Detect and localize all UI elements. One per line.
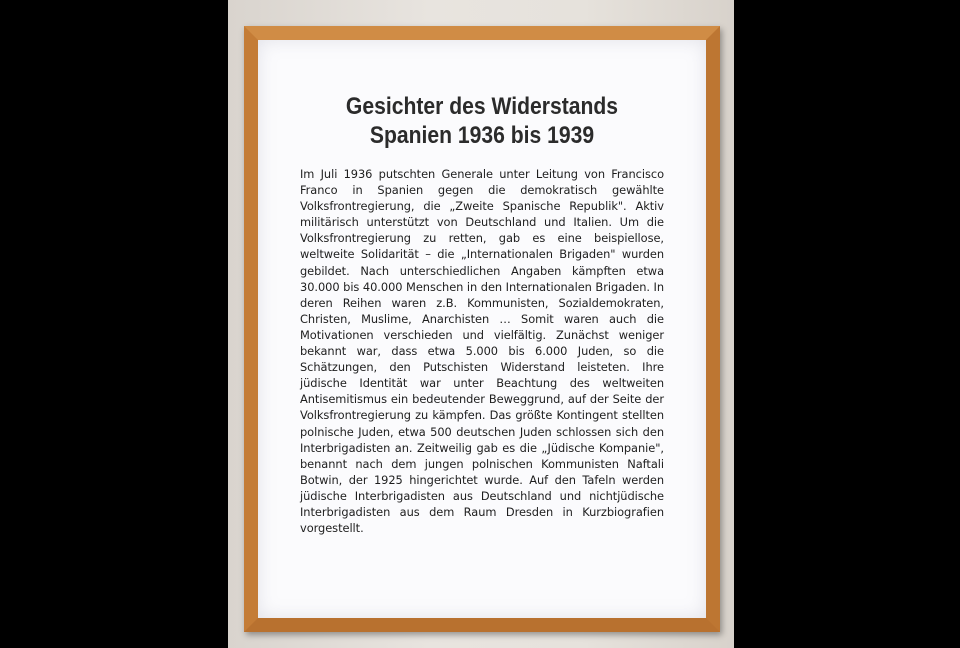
poster — [258, 40, 706, 618]
poster-title-line-1: Gesichter des Widerstands — [345, 93, 619, 120]
picture-frame — [244, 26, 720, 632]
poster-body-text: Im Juli 1936 putschten Generale unter Leitung von Francisco Franco in Spanien gegen die demokratisch gewählte Volksfrontregierung, die „Zweite Spanische Republik". Aktiv militärisch unterstützt von Deutschland und Italien. Um die Volksfrontregierung zu retten, gab es eine beispiellose, weltweite Solidarität – die „Internationalen Brigaden" wurden gebildet. Nach unterschiedlichen Angaben kämpften etwa 30.000 bis 40.000 Menschen in den Internationalen Brigaden. In deren Reihen waren z.B. Kommunisten, Sozialdemokraten, Christen, Muslime, Anarchisten … Somit waren auch die Motivationen verschieden und vielfältig. Zunächst weniger bekannt war, dass etwa 5.000 bis 6.000 Juden, so die Schätzungen, den Putschisten Widerstand leisteten. Ihre jüdische Identität war unter Beachtung des weltweiten Antisemitismus ein bedeutender Beweggrund, auf der Seite der Volksfrontregierung zu kämpfen. Das größte Kontingent stellten polnische Juden, etwa 500 deutschen Juden schlossen sich den Interbrigadisten an. Zeitweilig gab es die „Jüdische Kompanie", benannt nach dem jungen polnischen Kommunisten Naftali Botwin, der 1925 hingerichtet wurde. Auf den Tafeln werden jüdische Interbrigadisten aus Deutschland und nichtjüdische Interbrigadisten aus dem Raum Dresden in Kurzbiografien vorgestellt. — [300, 167, 664, 536]
poster-title — [285, 92, 679, 150]
poster-title-line-2: Spanien 1936 bis 1939 — [369, 122, 595, 149]
